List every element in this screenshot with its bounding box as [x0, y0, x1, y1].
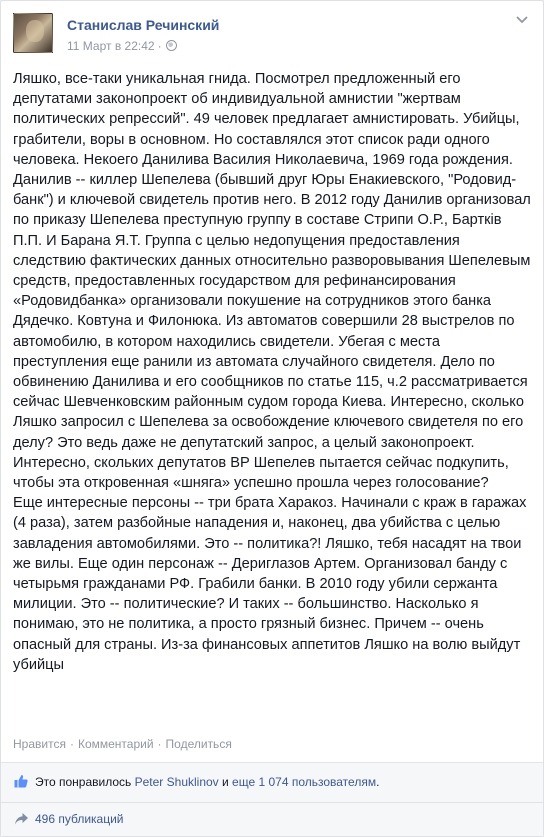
comment-link[interactable]: Комментарий: [77, 737, 154, 751]
likes-prefix: Это понравилось: [35, 775, 135, 789]
author-name[interactable]: Станислав Речинский: [67, 17, 220, 33]
shares-summary: [1, 802, 543, 836]
author-avatar[interactable]: [13, 13, 53, 53]
likes-conjunction: и: [218, 775, 233, 789]
action-separator: ·: [157, 737, 162, 751]
post-header: [13, 13, 531, 63]
action-separator: ·: [69, 737, 74, 751]
post-actions: [13, 737, 232, 751]
post-timestamp[interactable]: 11 Март в 22:42: [67, 39, 155, 53]
post-meta: [67, 39, 177, 53]
share-arrow-icon: [14, 812, 29, 826]
other-likers-link[interactable]: еще 1 074 пользователям: [232, 775, 377, 789]
shares-count-link[interactable]: 496 публикаций: [35, 812, 124, 826]
likes-text: [35, 775, 379, 789]
likes-summary: [1, 762, 543, 802]
post-body-text: Ляшко, все-таки уникальная гнида. Посмотрел предложенный его депутатами законопроект об индивидуальной амнистии "жертвам политических репрессий". 49 человек предлагает амнистировать. Убийцы, грабители, воры в основном. Но составлялся этот список ради одного человека. Некоего Данилива Василия Николаевича, 1969 года рождения. Данилив -- киллер Шепелева (бывший друг Юры Енакиевского, "Родовид-банк") и ключевой свидетель против него. В 2012 году Данилив организовал по приказу Шепелева преступную группу в составе Стрипи О.Р., Бартків П.П. И Барана Я.Т. Группа с целью недопущения предоставления следствию фактических данных относительно разворовывания Шепелевым средств, предоставленных государством для рефинансирования «Родовидбанка» организовали покушение на сотрудников этого банка Дядечко. Ковтуна и Филонюка. Из автоматов совершили 28 выстрелов по автомобилю, в котором находились свидетели. Убегая с места преступления еще ранили из автомата случайного свидетеля. Дело по обвинению Данилива и его сообщников по статье 115, ч.2 рассматривается сейчас Шевченковским районным судом города Киева. Интересно, сколько Ляшко запросил с Шепелева за освобождение ключевого свидетеля по его делу? Это ведь даже не депутатский запрос, а целый законопроект. Интересно, скольких депутатов ВР Шепелев пытается сейчас подкупить, чтобы эта откровенная «шняга» успешно прошла через голосование? Еще интересные персоны -- три брата Харакоз. Начинали с краж в гаражах (4 раза), затем разбойные нападения и, наконец, два убийства с целью завладения автомобилями. Это -- политика?! Ляшко, тебя насадят на твои же вилы. Еще один персонаж -- Дериглазов Артем. Организовал банду с четырьмя гражданами РФ. Грабили банки. В 2010 году убили сержанта милиции. Это -- политические? И таких -- большинство. Насколько я понимаю, это не политика, а просто грязный бизнес. Причем -- очень опасный для страны. Из-за финансовых аппетитов Ляшко на волю выйдут убийцы: [13, 71, 531, 673]
likes-suffix: .: [376, 775, 380, 789]
share-link[interactable]: Поделиться: [165, 737, 232, 751]
meta-separator: ·: [157, 39, 162, 53]
globe-icon[interactable]: [166, 40, 177, 51]
like-link[interactable]: Нравится: [13, 737, 66, 751]
chevron-down-icon[interactable]: [515, 15, 529, 25]
liker-name-link[interactable]: Peter Shuklinov: [134, 775, 219, 789]
thumbs-up-icon: [14, 774, 28, 788]
